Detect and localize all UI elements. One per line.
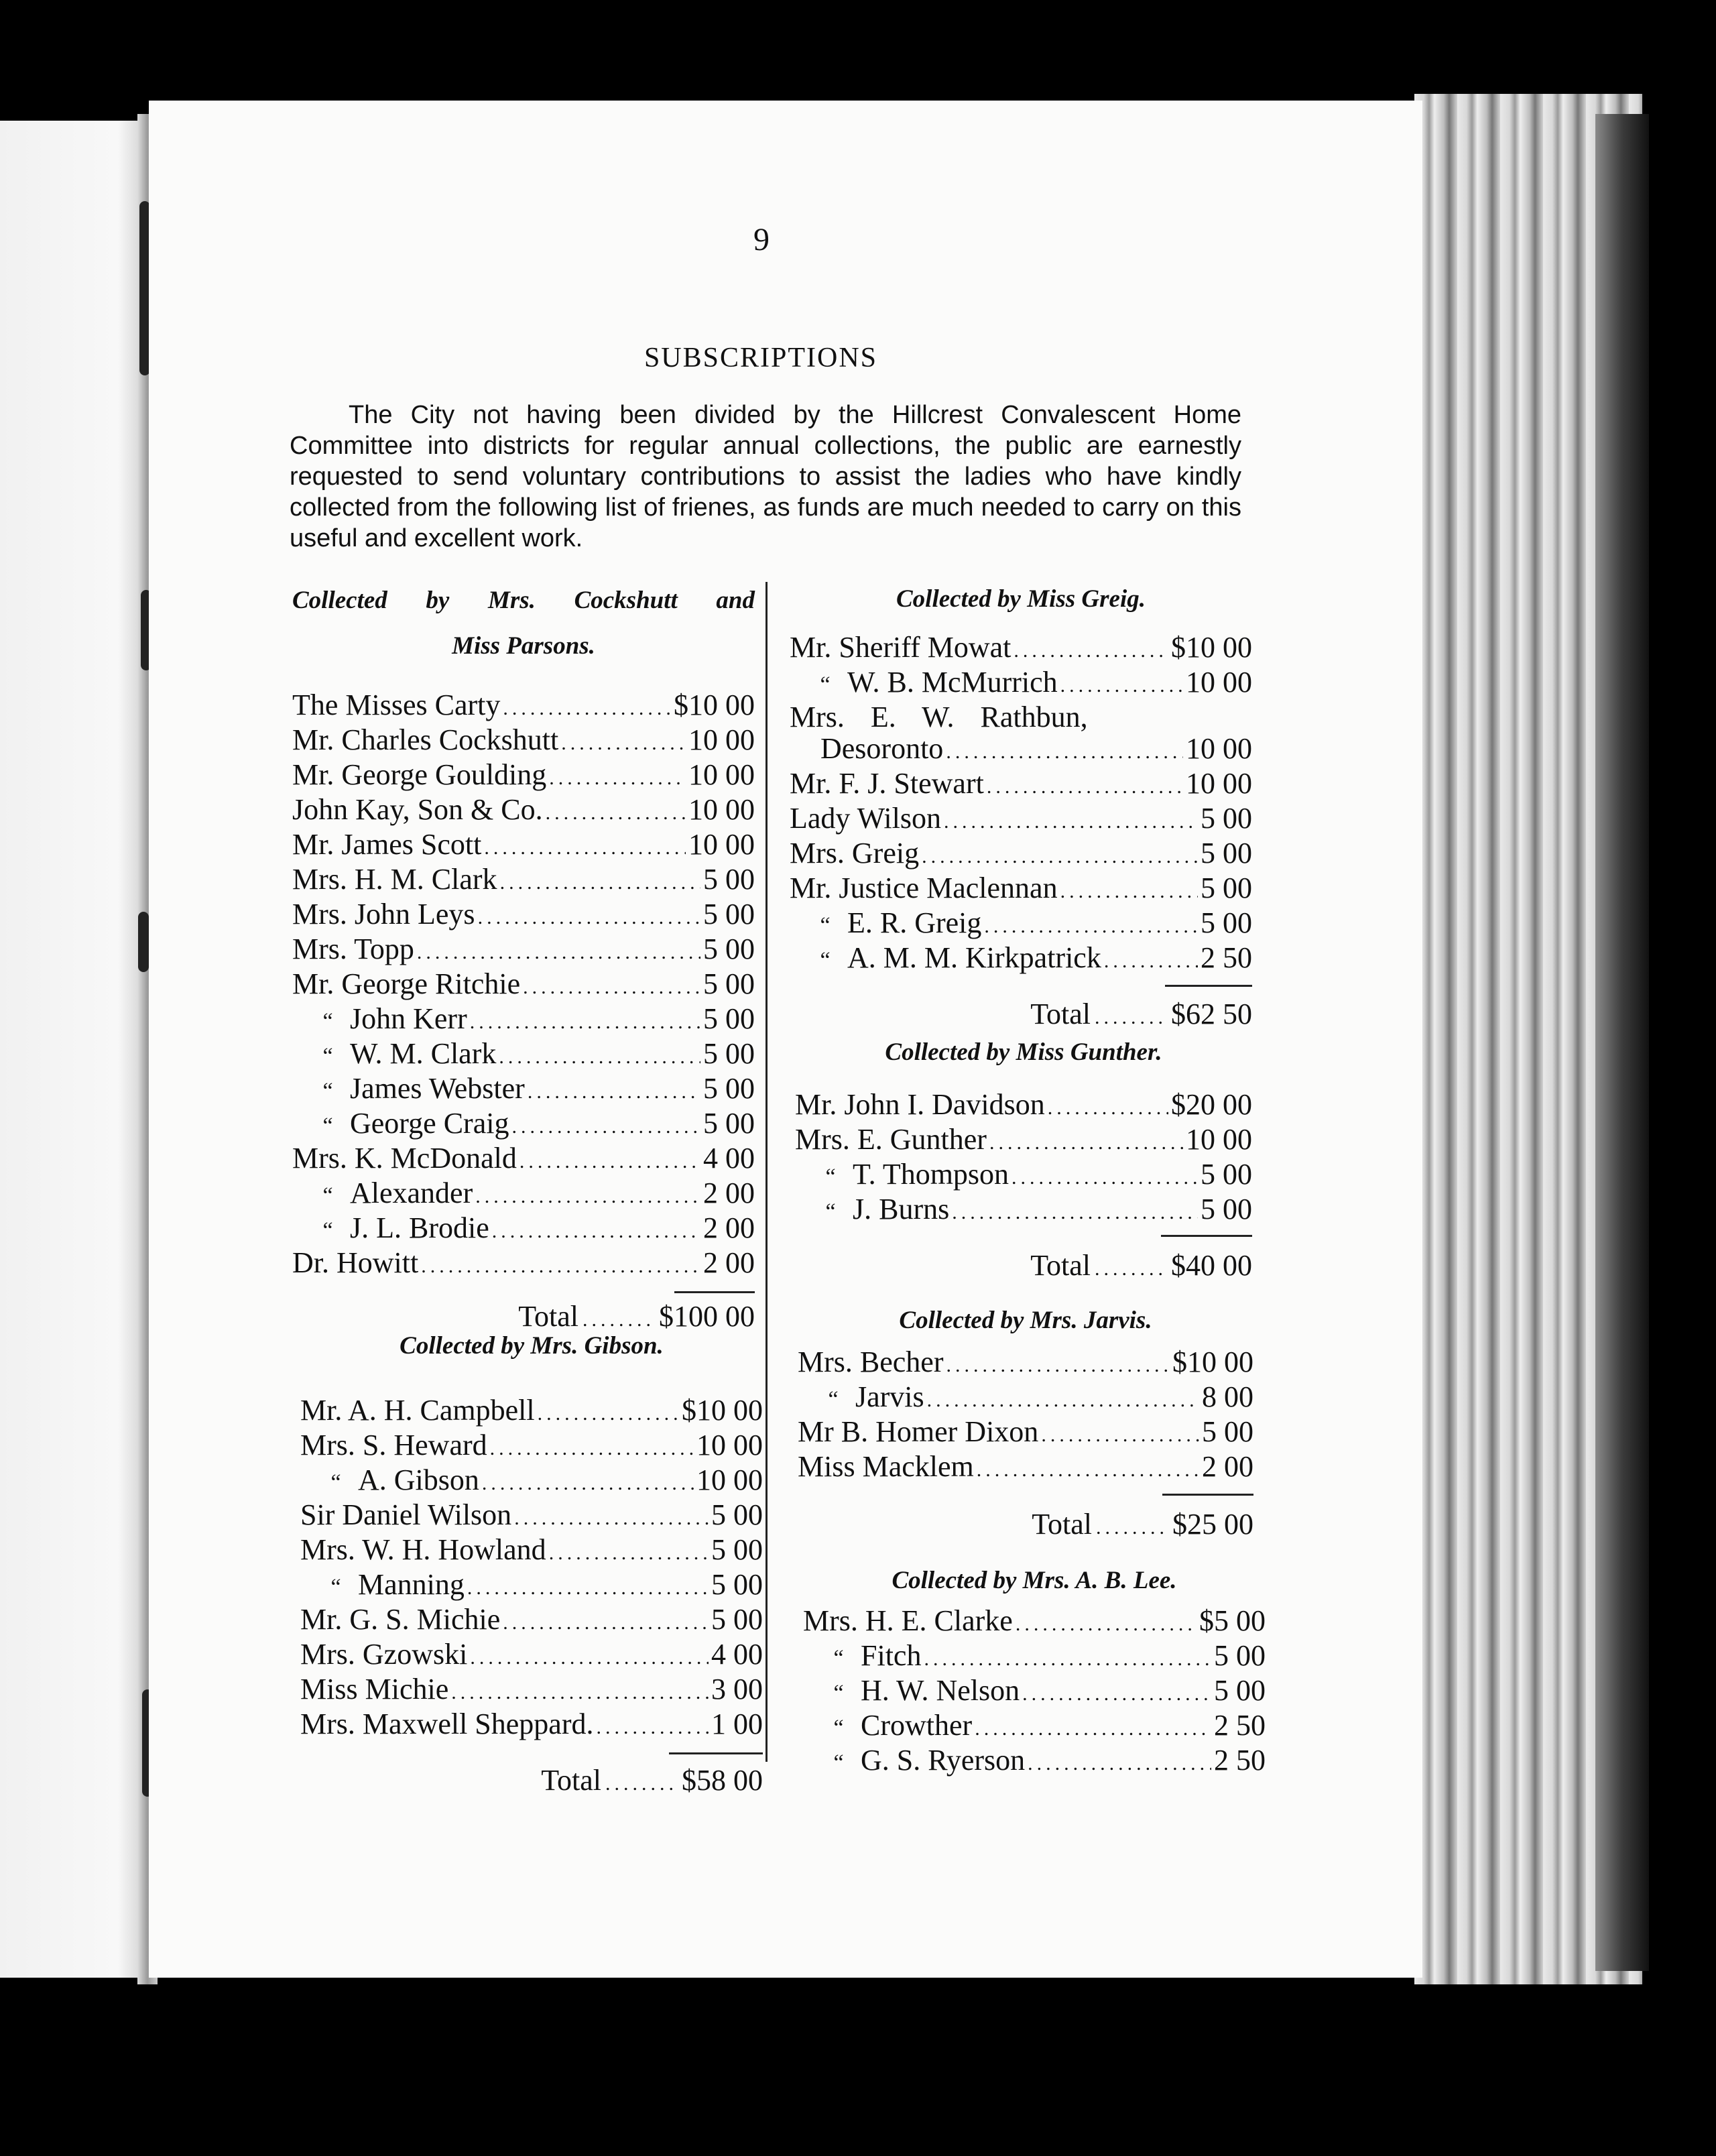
list-item: “ Crowther ..... 2 50 <box>803 1710 1266 1744</box>
group-heading: Collected by Miss Gunther. <box>885 1038 1162 1066</box>
list-item: Mr. George Goulding ..... 10 00 <box>292 759 755 794</box>
list-item: “ W. B. McMurrich ..... 10 00 <box>790 666 1252 701</box>
list-item: Mr. Sheriff Mowat ..... $10 00 <box>790 632 1252 666</box>
group-total: Total ........ $58 00 <box>541 1764 763 1797</box>
ditto-mark: “ <box>322 1044 333 1069</box>
list-item: Mrs. Gzowski ..... 4 00 <box>300 1638 763 1673</box>
list-item: Miss Michie ..... 3 00 <box>300 1673 763 1708</box>
ditto-mark: “ <box>322 1183 333 1208</box>
page-number: 9 <box>753 222 770 257</box>
list-item: Mrs. Maxwell Sheppard. ..... 1 00 <box>300 1708 763 1743</box>
list-item: Mr. A. H. Campbell ..... $10 00 <box>300 1394 763 1429</box>
list-item: “ J. Burns ..... 5 00 <box>795 1193 1252 1228</box>
list-item: Mr. Charles Cockshutt ..... 10 00 <box>292 724 755 759</box>
sum-rule <box>1165 985 1252 987</box>
group-heading: Collected by Miss Greig. <box>896 585 1146 613</box>
book-cover-edge <box>1595 114 1649 1971</box>
ditto-mark: “ <box>825 1164 836 1189</box>
intro-paragraph: The City not having been divided by the Hillcrest Convalescent Home Committee into districts for regular annual collections, the public are earnestly requested to send voluntary contributions to assist the ladies who have kindly collected from the following list of frienes, as funds are much needed to carry on this useful and excellent work. <box>290 401 1241 552</box>
ditto-mark: “ <box>820 672 831 697</box>
list-item: “ H. W. Nelson ..... 5 00 <box>803 1675 1266 1710</box>
list-item: “ G. S. Ryerson ..... 2 50 <box>803 1744 1266 1779</box>
list-item: Mrs. E. Gunther ..... 10 00 <box>795 1124 1252 1158</box>
ditto-mark: “ <box>820 913 831 938</box>
ditto-mark: “ <box>330 1575 341 1600</box>
group-jarvis <box>798 1305 1253 1545</box>
group-heading: Miss Parsons. <box>452 632 595 660</box>
list-item: “ Manning ..... 5 00 <box>300 1569 763 1604</box>
ditto-mark: “ <box>322 1114 333 1138</box>
sum-rule <box>674 1291 755 1293</box>
list-item: Mr. John I. Davidson ..... $20 00 <box>795 1089 1252 1124</box>
list-item: “ Fitch ..... 5 00 <box>803 1640 1266 1675</box>
ditto-mark: “ <box>833 1681 844 1705</box>
list-item: Mrs. John Leys ..... 5 00 <box>292 898 755 933</box>
list-item: Mrs. Topp ..... 5 00 <box>292 933 755 968</box>
list-item: “ John Kerr ..... 5 00 <box>292 1003 755 1038</box>
list-item: Mrs. E. W. Rathbun, <box>790 701 1088 733</box>
list-item: “ A. M. M. Kirkpatrick ..... 2 50 <box>790 942 1252 977</box>
list-item: Mr. George Ritchie ..... 5 00 <box>292 968 755 1003</box>
list-item: Sir Daniel Wilson ..... 5 00 <box>300 1499 763 1534</box>
group-lee <box>803 1565 1266 1779</box>
list-item: Desoronto ..... 10 00 <box>790 733 1252 768</box>
sum-rule <box>1161 1235 1252 1237</box>
group-total: Total ........ $62 50 <box>1030 998 1252 1030</box>
list-item: Dr. Howitt ..... 2 00 <box>292 1247 755 1282</box>
binding-thread <box>138 912 149 972</box>
list-item: “ James Webster ..... 5 00 <box>292 1073 755 1107</box>
list-item: “ Alexander ..... 2 00 <box>292 1177 755 1212</box>
list-item: Mr B. Homer Dixon ..... 5 00 <box>798 1416 1253 1451</box>
ditto-mark: “ <box>833 1750 844 1775</box>
page-title: SUBSCRIPTIONS <box>644 343 878 373</box>
list-item: Mrs. W. H. Howland ..... 5 00 <box>300 1534 763 1569</box>
ditto-mark: “ <box>330 1470 341 1495</box>
list-item: “ Jarvis ..... 8 00 <box>798 1381 1253 1416</box>
ditto-mark: “ <box>322 1218 333 1243</box>
group-greig <box>790 583 1252 1034</box>
group-gibson <box>300 1330 763 1801</box>
ditto-mark: “ <box>833 1646 844 1671</box>
list-item: “ George Craig ..... 5 00 <box>292 1107 755 1142</box>
group-gunther <box>795 1036 1252 1286</box>
group-heading: Collected by Mrs. A. B. Lee. <box>892 1567 1177 1594</box>
facing-page <box>0 121 147 1978</box>
ditto-mark: “ <box>322 1009 333 1034</box>
list-item: Lady Wilson ..... 5 00 <box>790 802 1252 837</box>
list-item: Mrs. H. M. Clark ..... 5 00 <box>292 863 755 898</box>
list-item: “ W. M. Clark ..... 5 00 <box>292 1038 755 1073</box>
list-item: Mrs. K. McDonald ..... 4 00 <box>292 1142 755 1177</box>
ditto-mark: “ <box>833 1716 844 1740</box>
list-item: “ E. R. Greig ..... 5 00 <box>790 907 1252 942</box>
group-total: Total ........ $40 00 <box>1030 1249 1252 1282</box>
ditto-mark: “ <box>825 1199 836 1224</box>
list-item: Mrs. S. Heward ..... 10 00 <box>300 1429 763 1464</box>
group-total: Total ........ $25 00 <box>1032 1508 1253 1541</box>
group-cockshutt <box>292 585 755 1337</box>
list-item: Mr. James Scott ..... 10 00 <box>292 829 755 863</box>
list-item: “ J. L. Brodie ..... 2 00 <box>292 1212 755 1247</box>
list-item: Mr. G. S. Michie ..... 5 00 <box>300 1604 763 1638</box>
list-item: Mr. F. J. Stewart ..... 10 00 <box>790 768 1252 802</box>
group-heading: Collected by Mrs. Cockshutt and <box>292 587 755 614</box>
list-item: Mrs. Becher ..... $10 00 <box>798 1346 1253 1381</box>
sum-rule <box>1162 1494 1253 1496</box>
list-item: Miss Macklem ..... 2 00 <box>798 1451 1253 1486</box>
sum-rule <box>669 1752 763 1754</box>
ditto-mark: “ <box>828 1387 839 1412</box>
group-total: Total ........ $100 00 <box>518 1300 755 1333</box>
list-item: John Kay, Son & Co. ..... 10 00 <box>292 794 755 829</box>
group-heading: Collected by Mrs. Gibson. <box>400 1332 664 1360</box>
column-divider <box>765 582 768 1762</box>
ditto-mark: “ <box>322 1079 333 1103</box>
list-item: The Misses Carty ..... $10 00 <box>292 689 755 724</box>
ditto-mark: “ <box>820 948 831 973</box>
list-item: “ A. Gibson ..... 10 00 <box>300 1464 763 1499</box>
list-item: Mrs. H. E. Clarke ..... $5 00 <box>803 1605 1266 1640</box>
group-heading: Collected by Mrs. Jarvis. <box>899 1307 1152 1334</box>
list-item: “ T. Thompson ..... 5 00 <box>795 1158 1252 1193</box>
list-item: Mr. Justice Maclennan ..... 5 00 <box>790 872 1252 907</box>
list-item: Mrs. Greig ..... 5 00 <box>790 837 1252 872</box>
